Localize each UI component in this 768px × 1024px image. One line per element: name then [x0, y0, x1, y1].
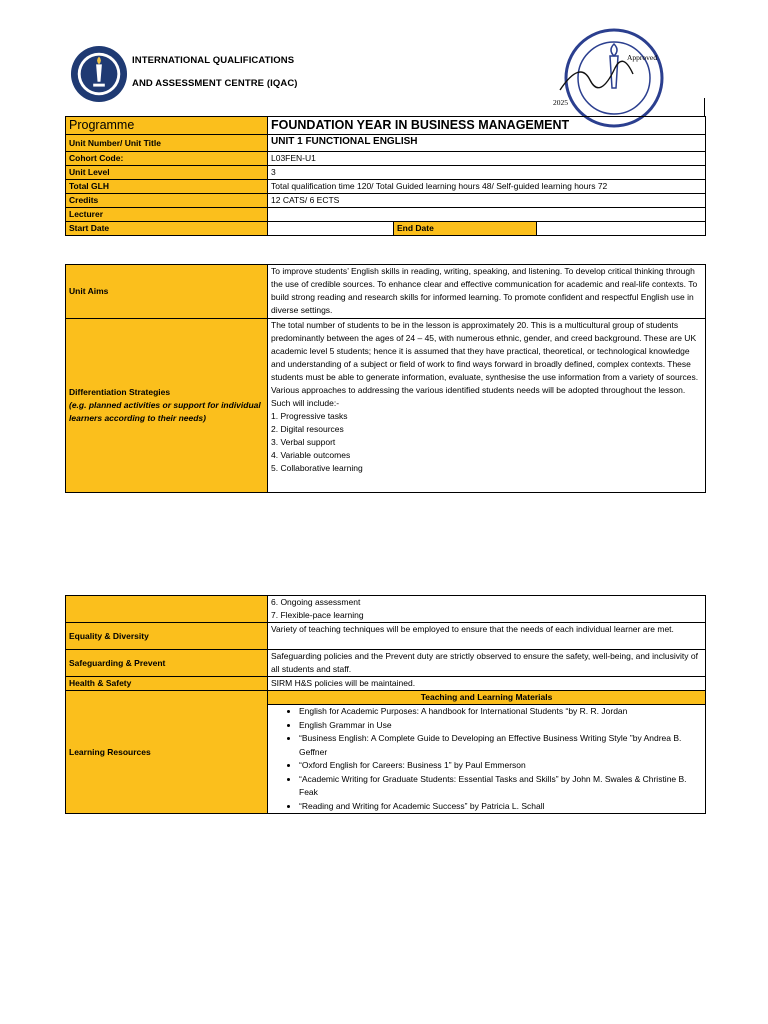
- programme-label: Programme: [66, 117, 268, 135]
- seal-date: 2025: [553, 98, 568, 107]
- strategy-item: 6. Ongoing assessment: [271, 597, 361, 607]
- resources-cell: [268, 705, 706, 814]
- safeguarding-label: Safeguarding & Prevent: [66, 650, 268, 677]
- differentiation-sublabel: (e.g. planned activities or support for individual learners according to their needs): [69, 400, 261, 423]
- unit-level-label: Unit Level: [66, 166, 268, 180]
- approval-seal: [556, 26, 668, 130]
- unit-level-value: 3: [268, 166, 706, 180]
- equality-text: Variety of teaching techniques will be employed to ensure that the needs of each individual learner are met.: [268, 623, 706, 650]
- continued-label-cell: [66, 596, 268, 623]
- total-glh-label: Total GLH: [66, 180, 268, 194]
- cohort-code-label: Cohort Code:: [66, 152, 268, 166]
- unit-aims-label: Unit Aims: [66, 265, 268, 319]
- seal-approved-text: Approved: [627, 53, 657, 62]
- org-name-line1: INTERNATIONAL QUALIFICATIONS: [132, 55, 295, 66]
- resource-item: • English Grammar in Use: [299, 719, 702, 733]
- lecturer-label: Lecturer: [66, 208, 268, 222]
- safeguarding-text: Safeguarding policies and the Prevent duty are strictly observed to ensure the safety, well-being, and inclusivity of all students and staff.: [268, 650, 706, 677]
- unit-aims-text: To improve students’ English skills in reading, writing, speaking, and listening. To develop critical thinking through the use of credible sources. To enhance clear and effective communication for academic and real-life contexts. To build strong reading and research skills for informed learning. To promote confident and respectful English use in diverse settings.: [268, 265, 706, 319]
- resources-list: [271, 705, 702, 813]
- differentiation-label-cell: [66, 319, 268, 493]
- unit-title-label: Unit Number/ Unit Title: [66, 135, 268, 152]
- lecturer-value: [268, 208, 706, 222]
- cohort-code-value: L03FEN-U1: [268, 152, 706, 166]
- health-label: Health & Safety: [66, 677, 268, 691]
- credits-value: 12 CATS/ 6 ECTS: [268, 194, 706, 208]
- differentiation-label: Differentiation Strategies: [69, 387, 171, 397]
- resource-item: • “Academic Writing for Graduate Students: Essential Tasks and Skills” by John M. Swales & Christine B. Feak: [299, 773, 702, 800]
- iqac-logo: [70, 45, 128, 103]
- strategy-item: 3. Verbal support: [271, 437, 336, 447]
- strategy-item: 5. Collaborative learning: [271, 463, 363, 473]
- credits-label: Credits: [66, 194, 268, 208]
- strategy-item: 2. Digital resources: [271, 424, 344, 434]
- continued-strategies-cell: [268, 596, 706, 623]
- resources-label: Learning Resources: [66, 691, 268, 814]
- policies-table: [65, 595, 706, 814]
- resource-item: • “Oxford English for Careers: Business 1” by Paul Emmerson: [299, 759, 702, 773]
- strategy-item: 4. Variable outcomes: [271, 450, 351, 460]
- total-glh-value: Total qualification time 120/ Total Guided learning hours 48/ Self-guided learning hours 72: [268, 180, 706, 194]
- start-date-label: Start Date: [66, 222, 268, 236]
- resource-item: • English for Academic Purposes: A handbook for International Students “by R. R. Jordan: [299, 705, 702, 719]
- differentiation-cell: [268, 319, 706, 493]
- resource-item: • “Reading and Writing for Academic Success” by Patricia L. Schall: [299, 800, 702, 814]
- unit-title-value: UNIT 1 FUNCTIONAL ENGLISH: [268, 135, 706, 152]
- end-date-value: [537, 222, 706, 236]
- end-date-label: End Date: [394, 222, 537, 236]
- differentiation-text: The total number of students to be in the lesson is approximately 20. This is a multicultural group of students predominantly between the ages of 24 – 45, with numerous ethnic, gender, and creed background. These are UK academic level 5 students; hence it is assumed that they have practical, theoretical, or technological knowledge and understanding of a subject or field of work to find ways forward in broadly defined, complex contexts. These students must be able to generate information, evaluate, synthesise the use information from a variety of sources. Various approaches to addressing the various identified students needs will be adopted throughout the lesson. Such will include:-: [271, 320, 699, 408]
- divider-line: [704, 98, 705, 116]
- unit-info-table: [65, 116, 706, 236]
- resources-heading: Teaching and Learning Materials: [268, 691, 706, 705]
- health-text: SIRM H&S policies will be maintained.: [268, 677, 706, 691]
- start-date-value: [268, 222, 394, 236]
- programme-value: FOUNDATION YEAR IN BUSINESS MANAGEMENT: [268, 117, 706, 135]
- equality-label: Equality & Diversity: [66, 623, 268, 650]
- strategy-item: 1. Progressive tasks: [271, 411, 348, 421]
- org-name-line2: AND ASSESSMENT CENTRE (IQAC): [132, 78, 298, 89]
- resource-item: • “Business English: A Complete Guide to Developing an Effective Business Writing Style ”by Andrea B. Geffner: [299, 732, 702, 759]
- aims-table: [65, 264, 706, 493]
- strategy-item: 7. Flexible-pace learning: [271, 610, 364, 620]
